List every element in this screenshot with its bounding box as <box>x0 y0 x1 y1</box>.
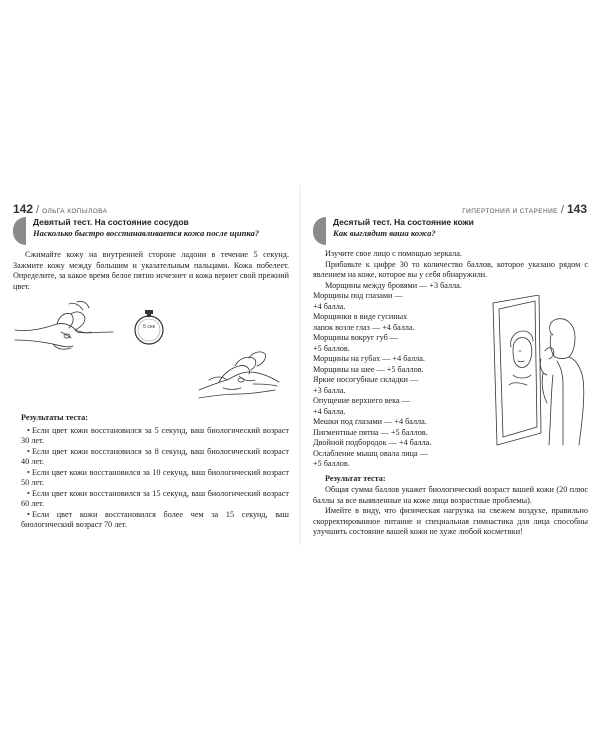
test-heading <box>13 217 289 247</box>
test-question: Насколько быстро восстанавливается кожа после щипка? <box>33 228 260 238</box>
book-spine <box>299 185 301 545</box>
list-item: лапок возле глаз — +4 балла. <box>313 322 415 332</box>
section-marker <box>313 217 326 245</box>
results-title: Результаты теста: <box>21 413 88 422</box>
list-item: Мешки под глазами — +4 балла. <box>313 417 427 426</box>
list-item: Опущение верхнего века — <box>313 396 410 405</box>
bullet-icon: • <box>27 488 30 498</box>
left-page-number: 142 <box>13 202 34 216</box>
list-item: • Если цвет кожи восстановился за 5 секунд, ваш биологический возраст 30 лет. <box>21 425 289 445</box>
list-item: +5 баллов. <box>313 459 350 468</box>
list-item: +5 баллов. <box>313 343 350 353</box>
test-title: Десятый тест. На состояние кожи <box>333 217 474 227</box>
result-paragraph-1: Общая сумма баллов укажет биологический возраст вашей кожи (20 плюс баллы за все выявленные на коже лица возрастные проблемы). <box>313 485 588 505</box>
bullet-icon: • <box>27 467 30 477</box>
list-item: Морщины на шее — +5 баллов. <box>313 364 424 374</box>
list-item: • Если цвет кожи восстановился более чем за 15 секунд, ваш биологический возраст 70 лет. <box>21 509 289 529</box>
instruction-paragraph: Сжимайте кожу на внутренней стороне ладони в течение 5 секунд. Зажмите кожу между большим и указательным пальцами. Кожа побелеет. Определите, за какое время белое пятно исчезнет и кожа вернет свой прежний цвет. <box>13 250 289 291</box>
pinch-test-illustration <box>13 298 289 403</box>
header-separator: / <box>36 204 40 216</box>
list-item: +4 балла. <box>313 406 346 416</box>
section-marker <box>13 217 26 245</box>
bullet-icon: • <box>27 425 30 435</box>
left-running-head: ОЛЬГА КОПЫЛОВА <box>42 208 108 215</box>
list-item: Морщины вокруг губ — <box>313 333 398 342</box>
left-page <box>13 217 289 531</box>
list-item: • Если цвет кожи восстановился за 8 секунд, ваш биологический возраст 40 лет. <box>21 446 289 466</box>
list-item: Пигментные пятна — +5 баллов. <box>313 427 428 437</box>
list-item: Морщины между бровями — +3 балла. <box>325 280 462 290</box>
test-heading <box>313 217 588 247</box>
result-title: Результат теста: <box>325 473 386 483</box>
test-question: Как выглядит ваша кожа? <box>333 228 436 238</box>
list-item: Морщинки в виде гусиных <box>313 312 408 321</box>
list-item: Ослабление мышц овала лица — <box>313 448 428 458</box>
test-title: Девятый тест. На состояние сосудов <box>33 217 189 227</box>
list-item: Морщины на губах — +4 балла. <box>313 354 425 363</box>
list-item: Морщины под глазами — <box>313 291 403 300</box>
intro-paragraph-2: Прибавьте к цифре 30 то количество баллов, которое указано рядом с явлением на коже, которое вы у себя обнаружили. <box>313 259 588 279</box>
list-item: Двойной подбородок — +4 балла. <box>313 438 432 447</box>
header-separator: / <box>560 204 564 216</box>
result-paragraph-2: Имейте в виду, что физическая нагрузка на свежем воздухе, правильно скорректированное питание и специальная гимнастика для лица способны улучшить состояние вашей кожи не хуже любой косметики! <box>313 506 588 536</box>
left-page-header <box>13 200 107 218</box>
stopwatch-label: 5 сек <box>143 324 155 330</box>
results-list <box>13 426 289 531</box>
mirror-illustration <box>491 295 587 455</box>
list-item: +3 балла. <box>313 385 346 395</box>
list-item: Яркие носогубные складки — <box>313 375 419 384</box>
right-running-head: ГИПЕРТОНИЯ И СТАРЕНИЕ <box>462 208 558 215</box>
right-page-header <box>462 200 587 218</box>
intro-paragraph-1: Изучите свое лицо с помощью зеркала. <box>325 249 462 258</box>
list-item: • Если цвет кожи восстановился за 15 секунд, ваш биологический возраст 60 лет. <box>21 488 289 508</box>
bullet-icon: • <box>27 446 30 456</box>
list-item: +4 балла. <box>313 301 346 311</box>
list-item: • Если цвет кожи восстановился за 10 секунд, ваш биологический возраст 50 лет. <box>21 467 289 487</box>
points-list <box>313 281 483 470</box>
bullet-icon: • <box>27 509 30 519</box>
right-page-number: 143 <box>566 202 587 216</box>
right-page <box>313 217 588 538</box>
